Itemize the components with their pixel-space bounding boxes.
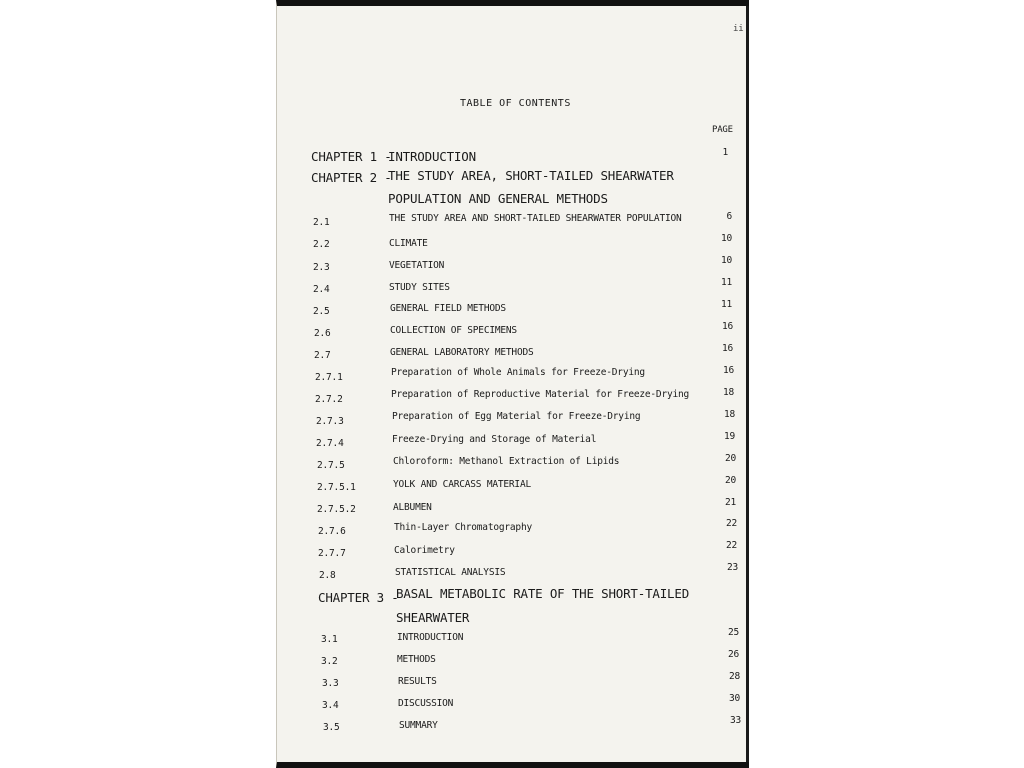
toc-entry-number: 2.7.5 <box>317 460 345 471</box>
toc-entry-label: Preparation of Whole Animals for Freeze-Drying <box>391 367 645 378</box>
toc-entry-number: 3.2 <box>321 656 338 667</box>
toc-entry-number: 2.7.6 <box>318 526 346 537</box>
toc-entry-page: 21 <box>724 497 736 508</box>
toc-entry-label-continued: POPULATION AND GENERAL METHODS <box>388 191 608 206</box>
toc-entry-label: METHODS <box>397 654 436 665</box>
toc-entry-page: 16 <box>721 321 733 332</box>
toc-entry-page: 33 <box>729 715 741 726</box>
toc-entry-number: 2.2 <box>313 239 330 250</box>
toc-entry-number: 3.5 <box>323 722 340 733</box>
toc-entry-page: 25 <box>727 627 739 638</box>
toc-entry-page: 18 <box>722 387 734 398</box>
toc-entry-label: YOLK AND CARCASS MATERIAL <box>393 479 531 490</box>
toc-entry-page: 19 <box>723 431 735 442</box>
toc-entry-label: VEGETATION <box>389 260 445 271</box>
toc-entry-page: 20 <box>724 475 736 486</box>
toc-entry-page: 20 <box>724 453 736 464</box>
toc-entry-number: 2.4 <box>313 284 330 295</box>
toc-entry-label: INTRODUCTION <box>388 149 476 164</box>
toc-entry-label: STUDY SITES <box>389 282 450 293</box>
toc-entry-number: 3.3 <box>322 678 339 689</box>
page-folio: ii <box>733 24 744 34</box>
toc-entry-label: Freeze-Drying and Storage of Material <box>392 434 597 445</box>
toc-entry-label: BASAL METABOLIC RATE OF THE SHORT-TAILED <box>396 586 690 601</box>
toc-entry-page: 10 <box>720 255 732 266</box>
toc-entry-label: STATISTICAL ANALYSIS <box>395 567 506 578</box>
toc-entry-number: CHAPTER 3 - <box>318 590 399 605</box>
page-column-header: PAGE <box>712 125 733 135</box>
toc-entry-label: ALBUMEN <box>393 502 432 513</box>
toc-entry-number: 2.6 <box>314 328 331 339</box>
toc-entry-page: 16 <box>722 365 734 376</box>
toc-entry-label: INTRODUCTION <box>397 632 464 643</box>
toc-entry-number: CHAPTER 1 - <box>311 149 392 164</box>
toc-entry-number: 3.4 <box>322 700 339 711</box>
scanned-page <box>276 0 749 768</box>
toc-entry-number: 2.5 <box>313 306 330 317</box>
toc-entry-page: 6 <box>726 211 732 222</box>
toc-entry-number: CHAPTER 2 - <box>311 170 392 185</box>
toc-title: TABLE OF CONTENTS <box>460 98 571 109</box>
toc-entry-number: 2.7.4 <box>316 438 344 449</box>
toc-entry-label: Chloroform: Methanol Extraction of Lipids <box>393 456 620 467</box>
toc-entry-page: 26 <box>727 649 739 660</box>
toc-entry-page: 22 <box>725 540 737 551</box>
toc-entry-label: DISCUSSION <box>398 698 454 709</box>
toc-entry-label: Preparation of Egg Material for Freeze-Drying <box>392 411 641 422</box>
toc-entry-page: 28 <box>728 671 740 682</box>
toc-entry-page: 22 <box>725 518 737 529</box>
toc-entry-page: 11 <box>720 299 732 310</box>
toc-entry-number: 3.1 <box>321 634 338 645</box>
toc-entry-number: 2.3 <box>313 262 330 273</box>
toc-entry-number: 2.7.5.2 <box>317 504 356 515</box>
toc-entry-number: 2.7.5.1 <box>317 482 356 493</box>
toc-entry-number: 2.1 <box>313 217 330 228</box>
toc-entry-label: COLLECTION OF SPECIMENS <box>390 325 517 336</box>
toc-entry-label: THE STUDY AREA AND SHORT-TAILED SHEARWATER POPULATION <box>389 213 682 224</box>
toc-entry-page: 16 <box>721 343 733 354</box>
toc-entry-label: Preparation of Reproductive Material for Freeze-Drying <box>391 389 690 400</box>
toc-entry-page: 18 <box>723 409 735 420</box>
toc-entry-label: RESULTS <box>398 676 437 687</box>
toc-entry-label: GENERAL FIELD METHODS <box>390 303 506 314</box>
toc-entry-page: 11 <box>720 277 732 288</box>
toc-entry-label: THE STUDY AREA, SHORT-TAILED SHEARWATER <box>388 168 674 183</box>
toc-entry-page: 10 <box>720 233 732 244</box>
toc-entry-number: 2.7.3 <box>316 416 344 427</box>
toc-entry-number: 2.7.7 <box>318 548 346 559</box>
toc-entry-number: 2.7.1 <box>315 372 343 383</box>
toc-entry-label: SUMMARY <box>399 720 438 731</box>
toc-entry-label: CLIMATE <box>389 238 428 249</box>
toc-entry-label: Thin-Layer Chromatography <box>394 522 532 533</box>
toc-entry-label-continued: SHEARWATER <box>396 610 470 625</box>
toc-entry-label: GENERAL LABORATORY METHODS <box>390 347 534 358</box>
toc-entry-page: 23 <box>726 562 738 573</box>
toc-entry-number: 2.8 <box>319 570 336 581</box>
toc-entry-page: 1 <box>722 147 728 158</box>
toc-entry-label: Calorimetry <box>394 545 455 556</box>
toc-entry-page: 30 <box>728 693 740 704</box>
toc-entry-number: 2.7.2 <box>315 394 343 405</box>
toc-entry-number: 2.7 <box>314 350 331 361</box>
